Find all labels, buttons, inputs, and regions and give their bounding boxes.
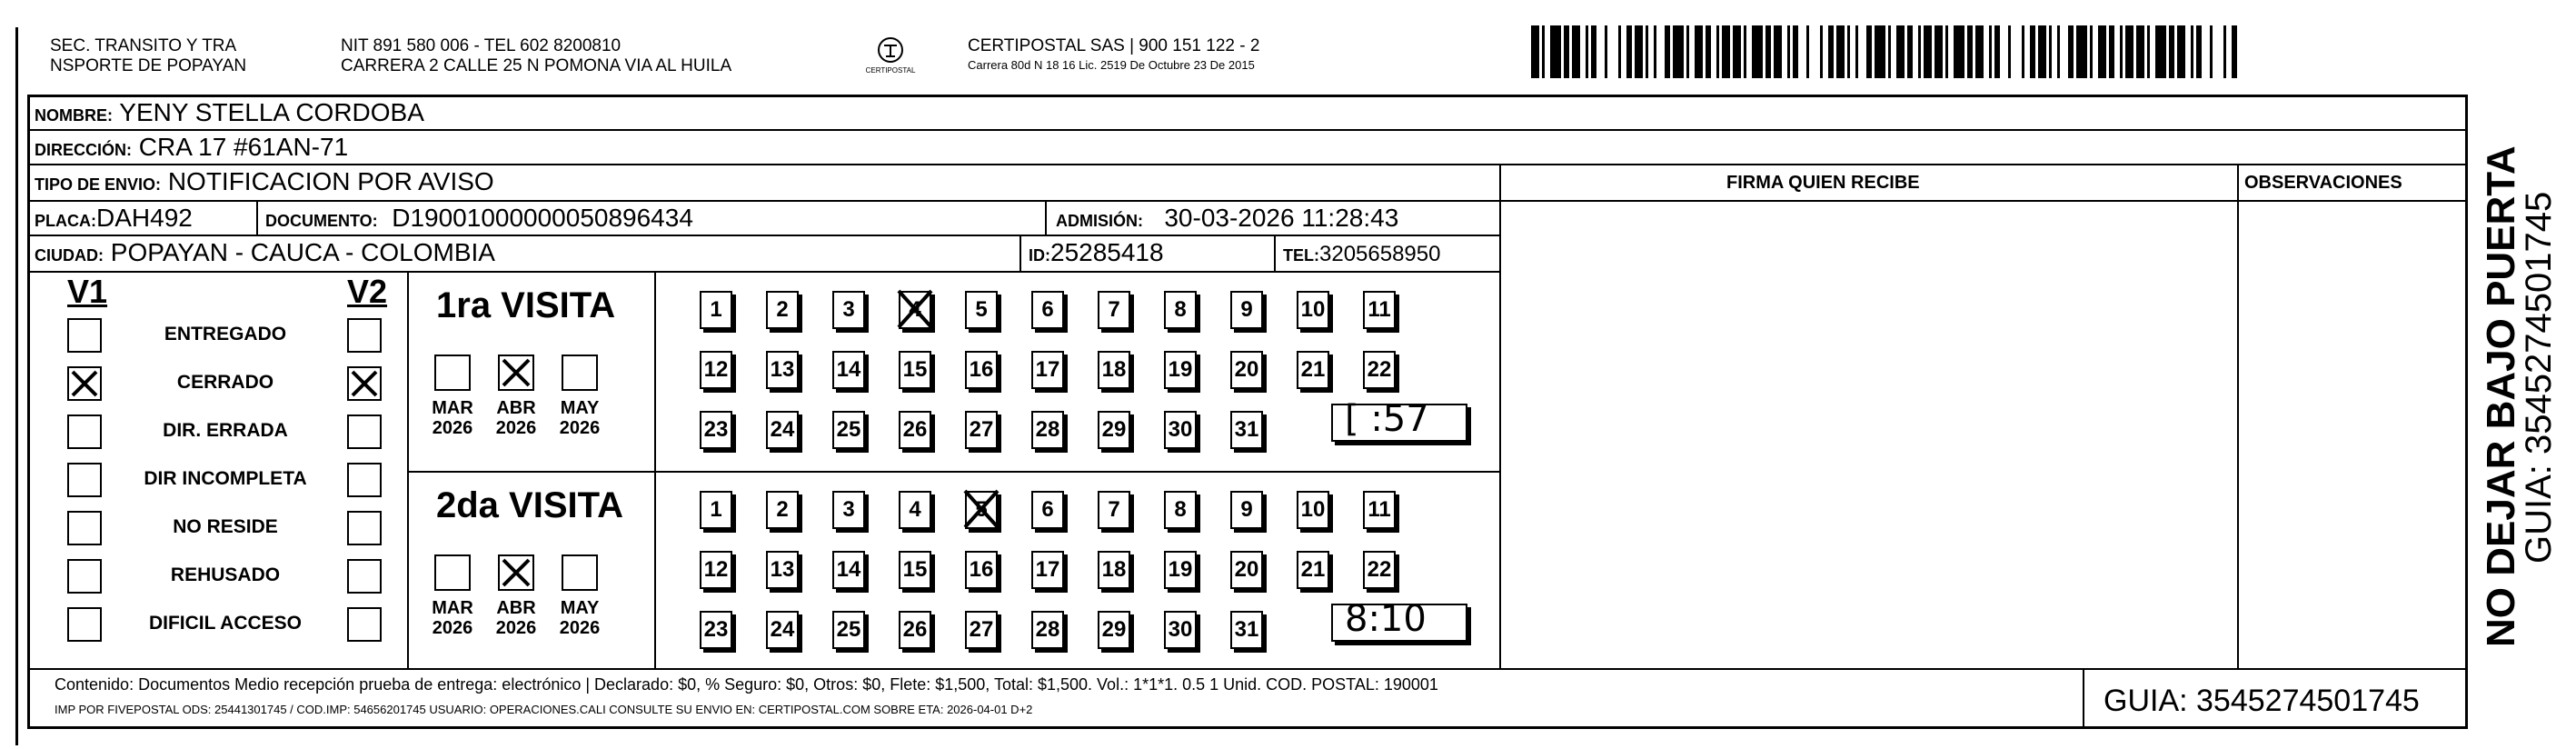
day-box[interactable]: 28	[1031, 411, 1064, 449]
handwritten-time: [ :57	[1345, 398, 1429, 440]
v1-header: V1	[67, 273, 108, 310]
document-row	[265, 204, 693, 235]
day-box[interactable]: 3	[832, 491, 865, 529]
plate: DAH492	[96, 204, 193, 232]
month-name: ABR	[496, 598, 536, 618]
month-year: 2026	[495, 618, 537, 638]
day-box[interactable]: 16	[965, 551, 998, 589]
month-year: 2026	[495, 418, 537, 438]
agency-line-1: SEC. TRANSITO Y TRA	[50, 36, 237, 55]
shipment-type: NOTIFICACION POR AVISO	[167, 167, 494, 195]
barcode-bar	[1954, 25, 1964, 78]
barcode-bar	[2109, 25, 2114, 78]
month-name: MAY	[560, 398, 600, 418]
side-warning: NO DEJAR BAJO PUERTA	[2479, 145, 2523, 647]
day-box[interactable]: 12	[700, 351, 732, 389]
month-year: 2026	[559, 418, 601, 438]
day-box[interactable]: 4	[899, 291, 931, 329]
barcode-bar	[1907, 25, 1913, 78]
month-label	[548, 598, 612, 638]
address-row	[35, 133, 348, 165]
check-mark-icon	[69, 368, 100, 399]
barcode-bar	[2049, 25, 2052, 78]
month-checkbox[interactable]	[562, 355, 598, 391]
row-line-2	[27, 164, 2468, 165]
day-box[interactable]: 24	[766, 411, 799, 449]
barcode-bar	[1706, 25, 1711, 78]
day-box[interactable]: 9	[1230, 291, 1263, 329]
status-checkbox-v1[interactable]	[67, 366, 102, 401]
plate-label: PLACA:	[35, 212, 96, 230]
status-checkbox-v1[interactable]	[67, 414, 102, 449]
day-box[interactable]: 15	[899, 351, 931, 389]
city: POPAYAN - CAUCA - COLOMBIA	[110, 238, 495, 266]
barcode-bar	[1665, 25, 1670, 78]
day-box[interactable]: 9	[1230, 491, 1263, 529]
tel-row	[1283, 240, 1440, 270]
left-margin-rule	[15, 27, 18, 745]
month-label	[421, 398, 484, 438]
day-box[interactable]: 19	[1164, 351, 1197, 389]
barcode-bar	[1542, 25, 1545, 78]
check-mark-icon	[895, 287, 935, 331]
id-label: ID:	[1029, 246, 1050, 265]
status-checkbox-v2[interactable]	[347, 511, 382, 545]
barcode-bar	[1531, 25, 1539, 78]
month-label	[484, 598, 548, 638]
day-box[interactable]: 21	[1297, 551, 1329, 589]
barcode-bar	[2136, 25, 2144, 78]
recipient-name: YENY STELLA CORDOBA	[119, 98, 424, 126]
day-box[interactable]: 29	[1098, 611, 1130, 649]
admission-label: ADMISIÓN:	[1056, 212, 1143, 230]
shipment-type-row	[35, 167, 494, 199]
col-line-plate	[256, 200, 258, 235]
day-box[interactable]: 8	[1164, 491, 1197, 529]
visit-title: 2da VISITA	[436, 485, 623, 525]
document: D19001000000050896434	[392, 204, 693, 232]
barcode-bar	[1550, 25, 1561, 78]
month-year: 2026	[432, 618, 473, 638]
barcode-bar	[2008, 25, 2011, 78]
col-line-observations	[2237, 164, 2239, 668]
barcode-bar	[2022, 25, 2024, 78]
barcode-bar	[1793, 25, 1798, 78]
barcode-bar	[2098, 25, 2106, 78]
barcode-bar	[2125, 25, 2133, 78]
status-checkbox-v2[interactable]	[347, 559, 382, 594]
courier-line-2: Carrera 80d N 18 16 Lic. 2519 De Octubre 23 De 2015	[968, 58, 1255, 72]
barcode-bar	[2169, 25, 2174, 78]
status-label: DIR INCOMPLETA	[144, 468, 307, 489]
day-box[interactable]: 16	[965, 351, 998, 389]
day-box[interactable]: 15	[899, 551, 931, 589]
logo-text: CERTIPOSTAL	[865, 66, 916, 75]
day-box[interactable]: 14	[832, 351, 865, 389]
day-box[interactable]: 23	[700, 411, 732, 449]
day-box[interactable]: 18	[1098, 551, 1130, 589]
status-label: DIR. ERRADA	[163, 420, 288, 441]
day-box[interactable]: 31	[1230, 411, 1263, 449]
barcode-bar	[1820, 25, 1823, 78]
plate-row	[35, 204, 193, 235]
barcode-bar	[1828, 25, 1834, 78]
side-guide: GUIA: 3545274501745	[2519, 191, 2559, 564]
day-box[interactable]: 27	[965, 411, 998, 449]
day-box[interactable]: 26	[899, 611, 931, 649]
status-checkbox-v1[interactable]	[67, 511, 102, 545]
month-year: 2026	[432, 418, 473, 438]
barcode-bar	[1994, 25, 2000, 78]
barcode-bar	[1586, 25, 1588, 78]
barcode-bar	[2057, 25, 2060, 78]
day-box[interactable]: 1	[700, 291, 732, 329]
barcode-bar	[1572, 25, 1580, 78]
day-box[interactable]: 20	[1230, 351, 1263, 389]
day-box[interactable]: 6	[1031, 491, 1064, 529]
barcode-bar	[2191, 25, 2193, 78]
status-checkbox-v2[interactable]	[347, 463, 382, 497]
visit-title: 1ra VISITA	[436, 285, 616, 325]
month-name: MAY	[560, 598, 600, 618]
check-mark-icon	[500, 556, 532, 589]
day-box[interactable]: 14	[832, 551, 865, 589]
month-year: 2026	[559, 618, 601, 638]
day-box[interactable]: 13	[766, 351, 799, 389]
day-box[interactable]: 25	[832, 611, 865, 649]
barcode-bar	[2090, 25, 2093, 78]
barcode-bar	[1635, 25, 1643, 78]
check-mark-icon	[961, 487, 1001, 531]
barcode-bar	[2223, 25, 2226, 78]
status-checkbox-v2[interactable]	[347, 414, 382, 449]
day-box[interactable]: 11	[1363, 291, 1396, 329]
row-line-5	[27, 271, 1499, 273]
month-name: ABR	[496, 398, 536, 418]
col-line-tel	[1274, 235, 1276, 271]
barcode-bar	[1989, 25, 1992, 78]
barcode-bar	[1806, 25, 1809, 78]
barcode-bar	[2155, 25, 2166, 78]
status-label: ENTREGADO	[164, 324, 287, 345]
barcode-bar	[1564, 25, 1569, 78]
shipment-type-label: TIPO DE ENVIO:	[35, 175, 162, 194]
row-line-3	[27, 200, 2468, 202]
month-name: MAR	[432, 598, 473, 618]
barcode-bar	[1626, 25, 1632, 78]
day-box[interactable]: 5	[965, 491, 998, 529]
day-box[interactable]: 2	[766, 491, 799, 529]
recipient-tel: 3205658950	[1319, 242, 1441, 266]
city-label: CIUDAD:	[35, 246, 104, 265]
tel-label: TEL:	[1283, 246, 1319, 265]
barcode-bar	[1733, 25, 1741, 78]
address-label: DIRECCIÓN:	[35, 141, 132, 159]
status-checkbox-v1[interactable]	[67, 318, 102, 353]
month-label	[484, 398, 548, 438]
admission: 30-03-2026 11:28:43	[1164, 204, 1399, 232]
status-label: DIFICIL ACCESO	[148, 613, 302, 634]
month-checkbox[interactable]	[498, 554, 534, 591]
day-box[interactable]: 17	[1031, 551, 1064, 589]
name-label: NOMBRE:	[35, 106, 113, 125]
status-label: CERRADO	[176, 372, 274, 393]
barcode-bar	[2068, 25, 2074, 78]
barcode-bar	[1787, 25, 1790, 78]
month-checkbox[interactable]	[434, 355, 471, 391]
day-box[interactable]: 13	[766, 551, 799, 589]
month-label	[421, 598, 484, 638]
day-box[interactable]: 6	[1031, 291, 1064, 329]
barcode-bar	[1752, 25, 1763, 78]
barcode-bar	[1618, 25, 1621, 78]
day-box[interactable]: 11	[1363, 491, 1396, 529]
day-box[interactable]: 30	[1164, 411, 1197, 449]
footer-content-line: Contenido: Documentos Medio recepción prueba de entrega: electrónico | Declarado: $0, % Seguro: $0, Otros: $0, Flete: $1,500, Total: $1,500. Vol.: 1*1*1. 0.5 1 Unid. COD. POSTAL: 190001	[55, 675, 1438, 694]
status-checkbox-v1[interactable]	[67, 463, 102, 497]
nit-line: NIT 891 580 006 - TEL 602 8200810	[341, 36, 622, 55]
barcode-bar	[1888, 25, 1891, 78]
barcode-bar	[2030, 25, 2035, 78]
day-box[interactable]: 20	[1230, 551, 1263, 589]
day-box[interactable]: 2	[766, 291, 799, 329]
day-box[interactable]: 19	[1164, 551, 1197, 589]
status-checkbox-v1[interactable]	[67, 559, 102, 594]
observations-column-header: OBSERVACIONES	[2244, 173, 2402, 193]
courier-line-1: CERTIPOSTAL SAS | 900 151 122 - 2	[968, 36, 1260, 55]
barcode-bar	[1654, 25, 1656, 78]
day-box[interactable]: 24	[766, 611, 799, 649]
barcode-bar	[1866, 25, 1872, 78]
barcode-bar	[1591, 25, 1596, 78]
barcode-bar	[1646, 25, 1648, 78]
day-box[interactable]: 10	[1297, 491, 1329, 529]
day-box[interactable]: 7	[1098, 491, 1130, 529]
day-box[interactable]: 25	[832, 411, 865, 449]
barcode-bar	[1855, 25, 1858, 78]
day-box[interactable]: 1	[700, 491, 732, 529]
status-checkbox-v1[interactable]	[67, 607, 102, 642]
handwritten-time: 8:10	[1345, 598, 1427, 640]
name-row	[35, 98, 424, 130]
day-box[interactable]: 17	[1031, 351, 1064, 389]
barcode-bar	[1673, 25, 1684, 78]
barcode-bar	[1695, 25, 1703, 78]
status-label: NO RESIDE	[173, 516, 278, 537]
footer-line	[27, 668, 2468, 670]
day-box[interactable]: 29	[1098, 411, 1130, 449]
day-box[interactable]: 26	[899, 411, 931, 449]
barcode-bar	[1686, 25, 1689, 78]
month-checkbox[interactable]	[498, 355, 534, 391]
col-line-visit-block	[407, 271, 409, 668]
day-box[interactable]: 22	[1363, 351, 1396, 389]
day-box[interactable]: 12	[700, 551, 732, 589]
month-name: MAR	[432, 398, 473, 418]
v2-header: V2	[347, 273, 388, 310]
status-checkbox-v2[interactable]	[347, 318, 382, 353]
visit-divider	[407, 471, 1499, 473]
month-checkbox[interactable]	[434, 554, 471, 591]
agency-line-2: NSPORTE DE POPAYAN	[50, 56, 247, 75]
col-line-id	[1019, 235, 1021, 271]
barcode-bar	[2120, 25, 2123, 78]
barcode-bar	[2232, 25, 2237, 78]
status-checkbox-v2[interactable]	[347, 366, 382, 401]
status-label: REHUSADO	[170, 564, 281, 585]
barcode-bar	[1945, 25, 1948, 78]
day-box[interactable]: 4	[899, 491, 931, 529]
barcode-bar	[1716, 25, 1719, 78]
col-line-right-of-form	[1499, 164, 1501, 668]
recipient-id: 25285418	[1050, 238, 1164, 266]
barcode-bar	[2076, 25, 2087, 78]
footer-guide: GUIA: 3545274501745	[2104, 684, 2420, 718]
barcode-bar	[2177, 25, 2185, 78]
barcode-bar	[2038, 25, 2046, 78]
barcode-bar	[1774, 25, 1782, 78]
col-line-admission	[1045, 200, 1047, 235]
barcode-bar	[1924, 25, 1932, 78]
day-box[interactable]: 5	[965, 291, 998, 329]
day-box[interactable]: 28	[1031, 611, 1064, 649]
barcode-bar	[1934, 25, 1943, 78]
day-box[interactable]: 8	[1164, 291, 1197, 329]
day-box[interactable]: 30	[1164, 611, 1197, 649]
barcode-bar	[1722, 25, 1730, 78]
day-box[interactable]: 27	[965, 611, 998, 649]
barcode-bar	[1918, 25, 1921, 78]
address-line: CARRERA 2 CALLE 25 N POMONA VIA AL HUILA	[341, 56, 732, 75]
status-checkbox-v2[interactable]	[347, 607, 382, 642]
barcode-bar	[1836, 25, 1845, 78]
barcode-bar	[1875, 25, 1885, 78]
barcode-bar	[2210, 25, 2213, 78]
check-mark-icon	[500, 356, 532, 389]
barcode-bar	[1967, 25, 1973, 78]
day-box[interactable]: 21	[1297, 351, 1329, 389]
barcode-bar	[1605, 25, 1607, 78]
barcode-bar	[2196, 25, 2202, 78]
barcode-bar	[1896, 25, 1905, 78]
day-box[interactable]: 22	[1363, 551, 1396, 589]
barcode-bar	[1765, 25, 1771, 78]
admission-row	[1056, 204, 1398, 235]
day-box[interactable]: 31	[1230, 611, 1263, 649]
check-mark-icon	[349, 368, 380, 399]
barcode-bar	[1847, 25, 1850, 78]
document-label: DOCUMENTO:	[265, 212, 378, 230]
barcode-bar	[2147, 25, 2150, 78]
day-box[interactable]: 7	[1098, 291, 1130, 329]
certipostal-logo	[850, 36, 931, 76]
signature-column-header: FIRMA QUIEN RECIBE	[1726, 173, 1920, 193]
day-box[interactable]: 23	[700, 611, 732, 649]
city-row	[35, 238, 495, 270]
month-checkbox[interactable]	[562, 554, 598, 591]
barcode-bar	[1975, 25, 1984, 78]
footer-imp-line: IMP POR FIVEPOSTAL ODS: 25441301745 / COD.IMP: 54656201745 USUARIO: OPERACIONES.CALI CONSULTE SU ENVIO EN: CERTIPOSTAL.COM SOBRE ETA: 2026-04-01 D+2	[55, 703, 1033, 716]
footer-guide-divider	[2083, 668, 2084, 729]
col-line-days	[654, 271, 656, 668]
recipient-address: CRA 17 #61AN-71	[138, 133, 349, 161]
barcode-bar	[1744, 25, 1746, 78]
id-row	[1029, 238, 1164, 270]
day-box[interactable]: 18	[1098, 351, 1130, 389]
barcode	[1531, 25, 2240, 78]
month-label	[548, 398, 612, 438]
day-box[interactable]: 3	[832, 291, 865, 329]
day-box[interactable]: 10	[1297, 291, 1329, 329]
